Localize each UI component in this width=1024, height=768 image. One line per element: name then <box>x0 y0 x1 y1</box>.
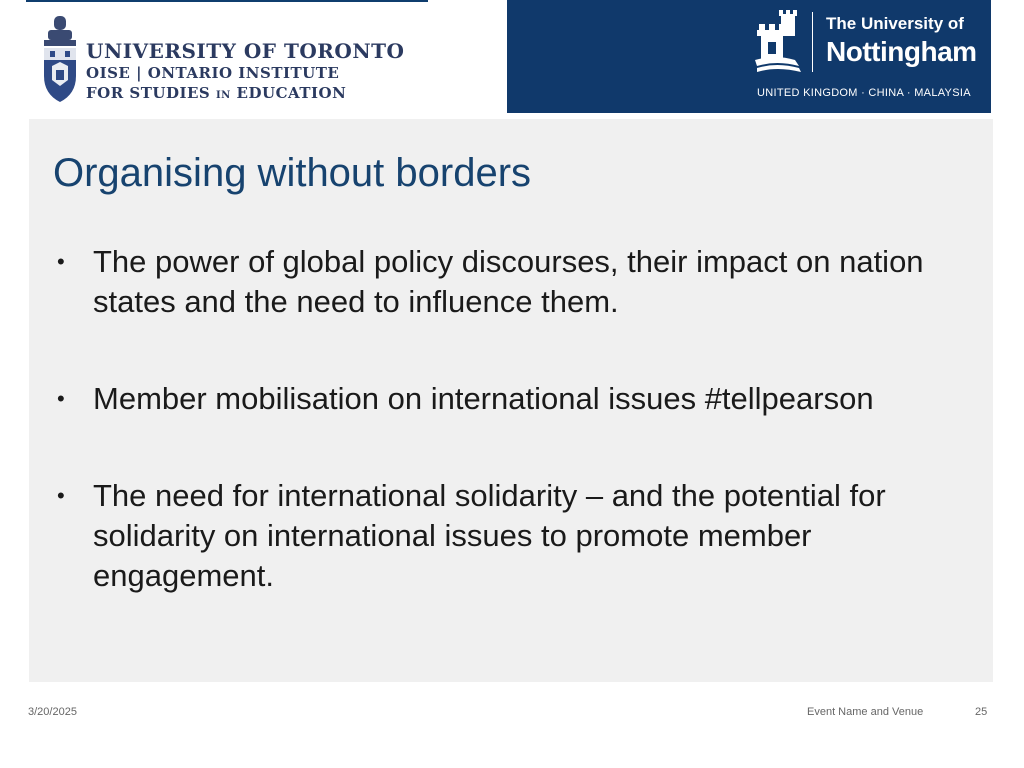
bullet-list <box>53 242 983 653</box>
bullet-text: Member mobilisation on international issues #tellpearson <box>93 381 874 416</box>
slide-title: Organising without borders <box>53 151 532 195</box>
nottingham-title-small: The University of <box>826 14 964 33</box>
nottingham-campuses: UNITED KINGDOM · CHINA · MALAYSIA <box>757 87 971 99</box>
castle-icon <box>755 10 801 74</box>
bullet-icon: • <box>57 249 65 274</box>
footer-event: Event Name and Venue <box>807 706 924 718</box>
bullet-icon: • <box>57 386 65 411</box>
uoft-oise-logo <box>40 14 430 106</box>
footer-date: 3/20/2025 <box>28 706 77 718</box>
nottingham-title-big: Nottingham <box>826 36 977 67</box>
footer-page-number: 25 <box>975 706 988 718</box>
logo-divider <box>812 12 813 72</box>
uoft-crest-icon <box>40 14 80 104</box>
nottingham-logo <box>507 0 991 113</box>
bullet-text: The power of global policy discourses, their impact on nation states and the need to influence them. <box>93 244 924 319</box>
content-panel <box>29 119 993 682</box>
bullet-text: The need for international solidarity – and the potential for solidarity on international issues to promote member engagement. <box>93 478 886 593</box>
bullet-item <box>53 379 983 419</box>
uoft-line1: UNIVERSITY OF TORONTO <box>86 39 405 63</box>
bullet-item <box>53 242 983 322</box>
uoft-line3: FOR STUDIES IN EDUCATION <box>86 84 347 102</box>
bullet-item <box>53 476 983 596</box>
top-rule <box>26 0 428 2</box>
bullet-icon: • <box>57 483 65 508</box>
uoft-line2: OISE | ONTARIO INSTITUTE <box>86 64 340 82</box>
